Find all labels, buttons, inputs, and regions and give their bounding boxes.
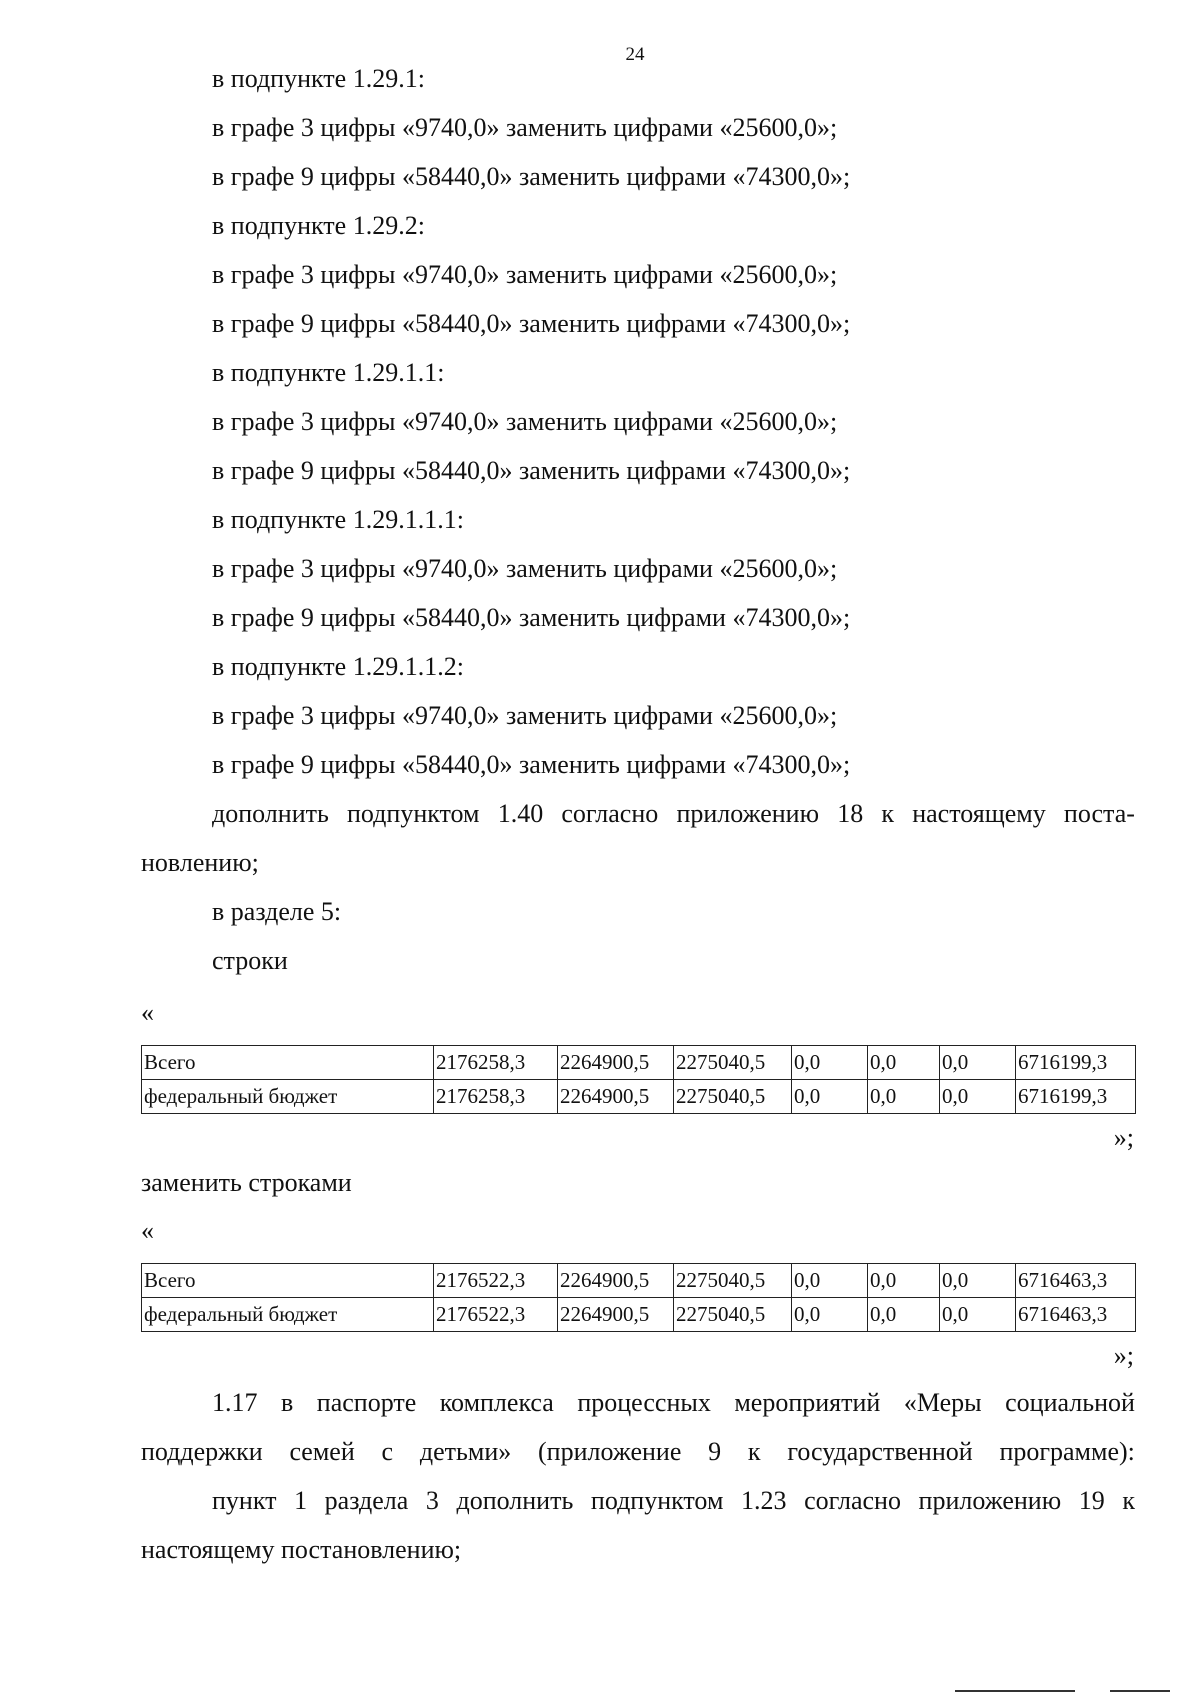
word: 1 — [294, 1486, 308, 1515]
value-cell: 0,0 — [792, 1298, 868, 1332]
value-cell: 0,0 — [940, 1046, 1016, 1080]
paragraph-point-line-2: настоящему постановлению; — [141, 1535, 462, 1564]
instruction-line-13: в подпункте 1.29.1.1.2: — [212, 652, 464, 681]
word: раздела — [324, 1486, 409, 1515]
table-row — [142, 1046, 1136, 1080]
instruction-line-6: в графе 9 цифры «58440,0» заменить цифрами «74300,0»; — [212, 309, 851, 338]
table-row — [142, 1080, 1136, 1114]
word: приложению — [676, 799, 820, 828]
row-label-cell: Всего — [142, 1264, 434, 1298]
instruction-line-14: в графе 3 цифры «9740,0» заменить цифрами «25600,0»; — [212, 701, 838, 730]
value-cell: 0,0 — [868, 1264, 940, 1298]
value-cell: 0,0 — [868, 1080, 940, 1114]
instruction-line-11: в графе 3 цифры «9740,0» заменить цифрами «25600,0»; — [212, 554, 838, 583]
word: настоящему — [912, 799, 1046, 828]
word: в — [281, 1388, 294, 1417]
value-cell: 2176258,3 — [434, 1080, 558, 1114]
paragraph-117-line-1 — [212, 1390, 1135, 1416]
word: мероприятий — [734, 1388, 881, 1417]
addition-line-1 — [212, 801, 1135, 827]
value-cell: 2176522,3 — [434, 1264, 558, 1298]
word: «Меры — [903, 1388, 982, 1417]
word: паспорте — [316, 1388, 417, 1417]
instruction-line-9: в графе 9 цифры «58440,0» заменить цифрами «74300,0»; — [212, 456, 851, 485]
paragraph-point-line-1 — [212, 1488, 1135, 1514]
value-cell: 2275040,5 — [674, 1046, 792, 1080]
value-cell: 2275040,5 — [674, 1298, 792, 1332]
value-cell: 0,0 — [868, 1298, 940, 1332]
value-cell: 0,0 — [868, 1046, 940, 1080]
row-label-cell: Всего — [142, 1046, 434, 1080]
word: к — [881, 799, 895, 828]
scan-edge-mark — [1110, 1690, 1170, 1692]
word: 19 — [1078, 1486, 1105, 1515]
word: социальной — [1005, 1388, 1135, 1417]
row-label-cell: федеральный бюджет — [142, 1298, 434, 1332]
instruction-line-2: в графе 3 цифры «9740,0» заменить цифрами «25600,0»; — [212, 113, 838, 142]
value-cell: 0,0 — [940, 1298, 1016, 1332]
row-label-cell: федеральный бюджет — [142, 1080, 434, 1114]
word: детьми» — [419, 1437, 512, 1466]
word: программе): — [999, 1437, 1135, 1466]
instruction-line-8: в графе 3 цифры «9740,0» заменить цифрами «25600,0»; — [212, 407, 838, 436]
word: подпунктом — [347, 799, 480, 828]
value-cell: 2264900,5 — [558, 1264, 674, 1298]
replace-label: заменить строками — [141, 1168, 352, 1197]
value-cell: 2176522,3 — [434, 1298, 558, 1332]
word: пункт — [212, 1486, 277, 1515]
value-cell: 2264900,5 — [558, 1046, 674, 1080]
open-quote-2: « — [141, 1216, 154, 1245]
scan-edge-mark — [955, 1690, 1075, 1692]
word: 9 — [708, 1437, 722, 1466]
word: 1.23 — [741, 1486, 787, 1515]
word: приложению — [918, 1486, 1062, 1515]
value-cell: 0,0 — [792, 1046, 868, 1080]
word: поста- — [1063, 799, 1135, 828]
word: к — [747, 1437, 761, 1466]
word: согласно — [561, 799, 659, 828]
value-cell: 2264900,5 — [558, 1298, 674, 1332]
value-cell: 2275040,5 — [674, 1080, 792, 1114]
word: дополнить — [456, 1486, 574, 1515]
new-rows-table — [141, 1263, 1136, 1332]
instruction-line-12: в графе 9 цифры «58440,0» заменить цифрами «74300,0»; — [212, 603, 851, 632]
word: (приложение — [538, 1437, 682, 1466]
word: государственной — [787, 1437, 973, 1466]
instruction-line-15: в графе 9 цифры «58440,0» заменить цифрами «74300,0»; — [212, 750, 851, 779]
word: к — [1122, 1486, 1135, 1515]
value-cell: 2275040,5 — [674, 1264, 792, 1298]
table-row — [142, 1264, 1136, 1298]
rows-label: строки — [212, 946, 288, 975]
word: семей — [289, 1437, 355, 1466]
value-cell: 0,0 — [940, 1264, 1016, 1298]
word: подпунктом — [590, 1486, 724, 1515]
word: 1.40 — [497, 799, 544, 828]
value-cell: 2264900,5 — [558, 1080, 674, 1114]
close-quote-1: »; — [1113, 1123, 1134, 1152]
value-cell: 0,0 — [792, 1080, 868, 1114]
value-cell: 6716463,3 — [1016, 1264, 1136, 1298]
value-cell: 6716199,3 — [1016, 1080, 1136, 1114]
instruction-line-1: в подпункте 1.29.1: — [212, 64, 425, 93]
value-cell: 6716199,3 — [1016, 1046, 1136, 1080]
table-row — [142, 1298, 1136, 1332]
word: дополнить — [212, 799, 329, 828]
close-quote-2: »; — [1113, 1341, 1134, 1370]
open-quote-1: « — [141, 998, 154, 1027]
word: 3 — [425, 1486, 439, 1515]
paragraph-117-line-2 — [141, 1439, 1135, 1465]
instruction-line-10: в подпункте 1.29.1.1.1: — [212, 505, 464, 534]
old-rows-table — [141, 1045, 1136, 1114]
section-heading: в разделе 5: — [212, 897, 342, 926]
word: 1.17 — [212, 1388, 258, 1417]
page-number: 24 — [625, 44, 645, 65]
word: согласно — [804, 1486, 901, 1515]
value-cell: 0,0 — [940, 1080, 1016, 1114]
word: с — [381, 1437, 394, 1466]
addition-line-2: новлению; — [141, 848, 259, 877]
instruction-line-3: в графе 9 цифры «58440,0» заменить цифрами «74300,0»; — [212, 162, 851, 191]
word: комплекса — [439, 1388, 554, 1417]
value-cell: 2176258,3 — [434, 1046, 558, 1080]
word: процессных — [577, 1388, 711, 1417]
word: поддержки — [141, 1437, 263, 1466]
value-cell: 6716463,3 — [1016, 1298, 1136, 1332]
instruction-line-5: в графе 3 цифры «9740,0» заменить цифрами «25600,0»; — [212, 260, 838, 289]
instruction-line-4: в подпункте 1.29.2: — [212, 211, 425, 240]
word: 18 — [837, 799, 864, 828]
value-cell: 0,0 — [792, 1264, 868, 1298]
instruction-line-7: в подпункте 1.29.1.1: — [212, 358, 445, 387]
